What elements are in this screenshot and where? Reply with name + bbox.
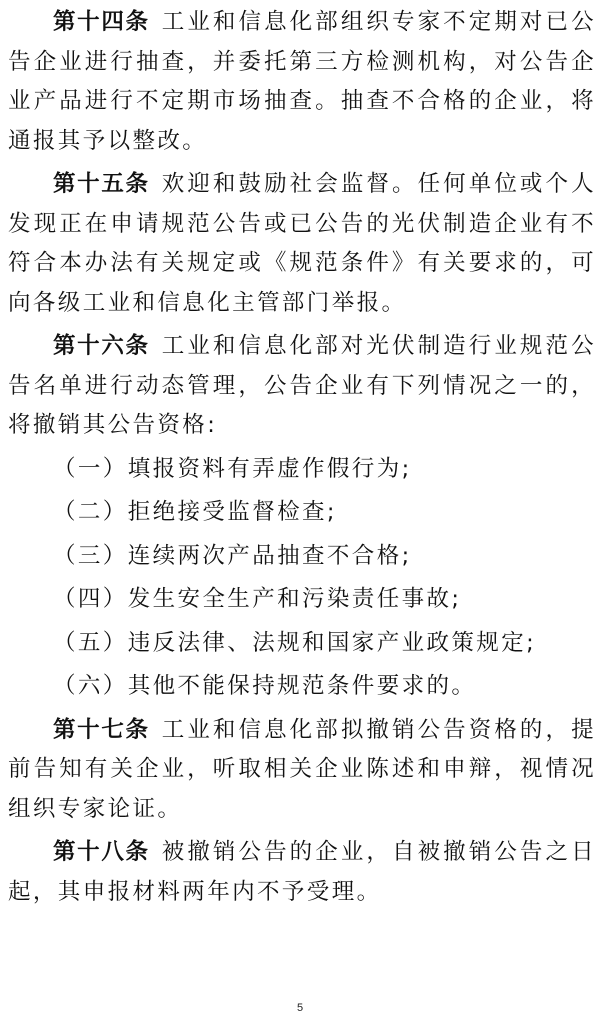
article-number: 第十六条 [53, 333, 150, 359]
article-16 [8, 327, 596, 446]
article-18 [8, 833, 596, 912]
article-text: 工业和信息化部对光伏制造行业规范公告名单进行动态管理，公告企业有下列情况之一的，将撤销其公告资格: [8, 333, 596, 438]
article-number: 第十八条 [53, 839, 150, 865]
article-text: 欢迎和鼓励社会监督。任何单位或个人发现正在申请规范公告或已公告的光伏制造企业有不符合本办法有关规定或《规范条件》有关要求的，可向各级工业和信息化主管部门举报。 [8, 171, 596, 316]
list-item: （一）填报资料有弄虚作假行为; [53, 455, 412, 482]
list-item: （二）拒绝接受监督检查; [53, 499, 337, 525]
article-number: 第十七条 [53, 716, 150, 743]
list-item: （六）其他不能保持规范条件要求的。 [53, 673, 477, 699]
page-number: 5 [296, 1002, 304, 1014]
article-text: 工业和信息化部组织专家不定期对已公告企业进行抽查，并委托第三方检测机构，对公告企业产品进行不定期市场抽查。抽查不合格的企业，将通报其予以整改。 [8, 9, 596, 154]
article-number: 第十四条 [53, 9, 150, 35]
list-item: （四）发生安全生产和污染责任事故; [53, 586, 462, 612]
document-body [8, 3, 596, 916]
article-text: 工业和信息化部拟撤销公告资格的，提前告知有关企业，听取相关企业陈述和申辩，视情况组织专家论证。 [8, 716, 596, 822]
list-item: （三）连续两次产品抽查不合格; [53, 542, 412, 569]
list-item: （五）违反法律、法规和国家产业政策规定; [53, 629, 537, 656]
article-text: 被撤销公告的企业，自被撤销公告之日起，其申报材料两年内不予受理。 [8, 839, 596, 905]
article-15 [8, 165, 596, 323]
article-14 [8, 3, 596, 161]
article-17 [8, 711, 596, 830]
article-number: 第十五条 [53, 171, 150, 197]
